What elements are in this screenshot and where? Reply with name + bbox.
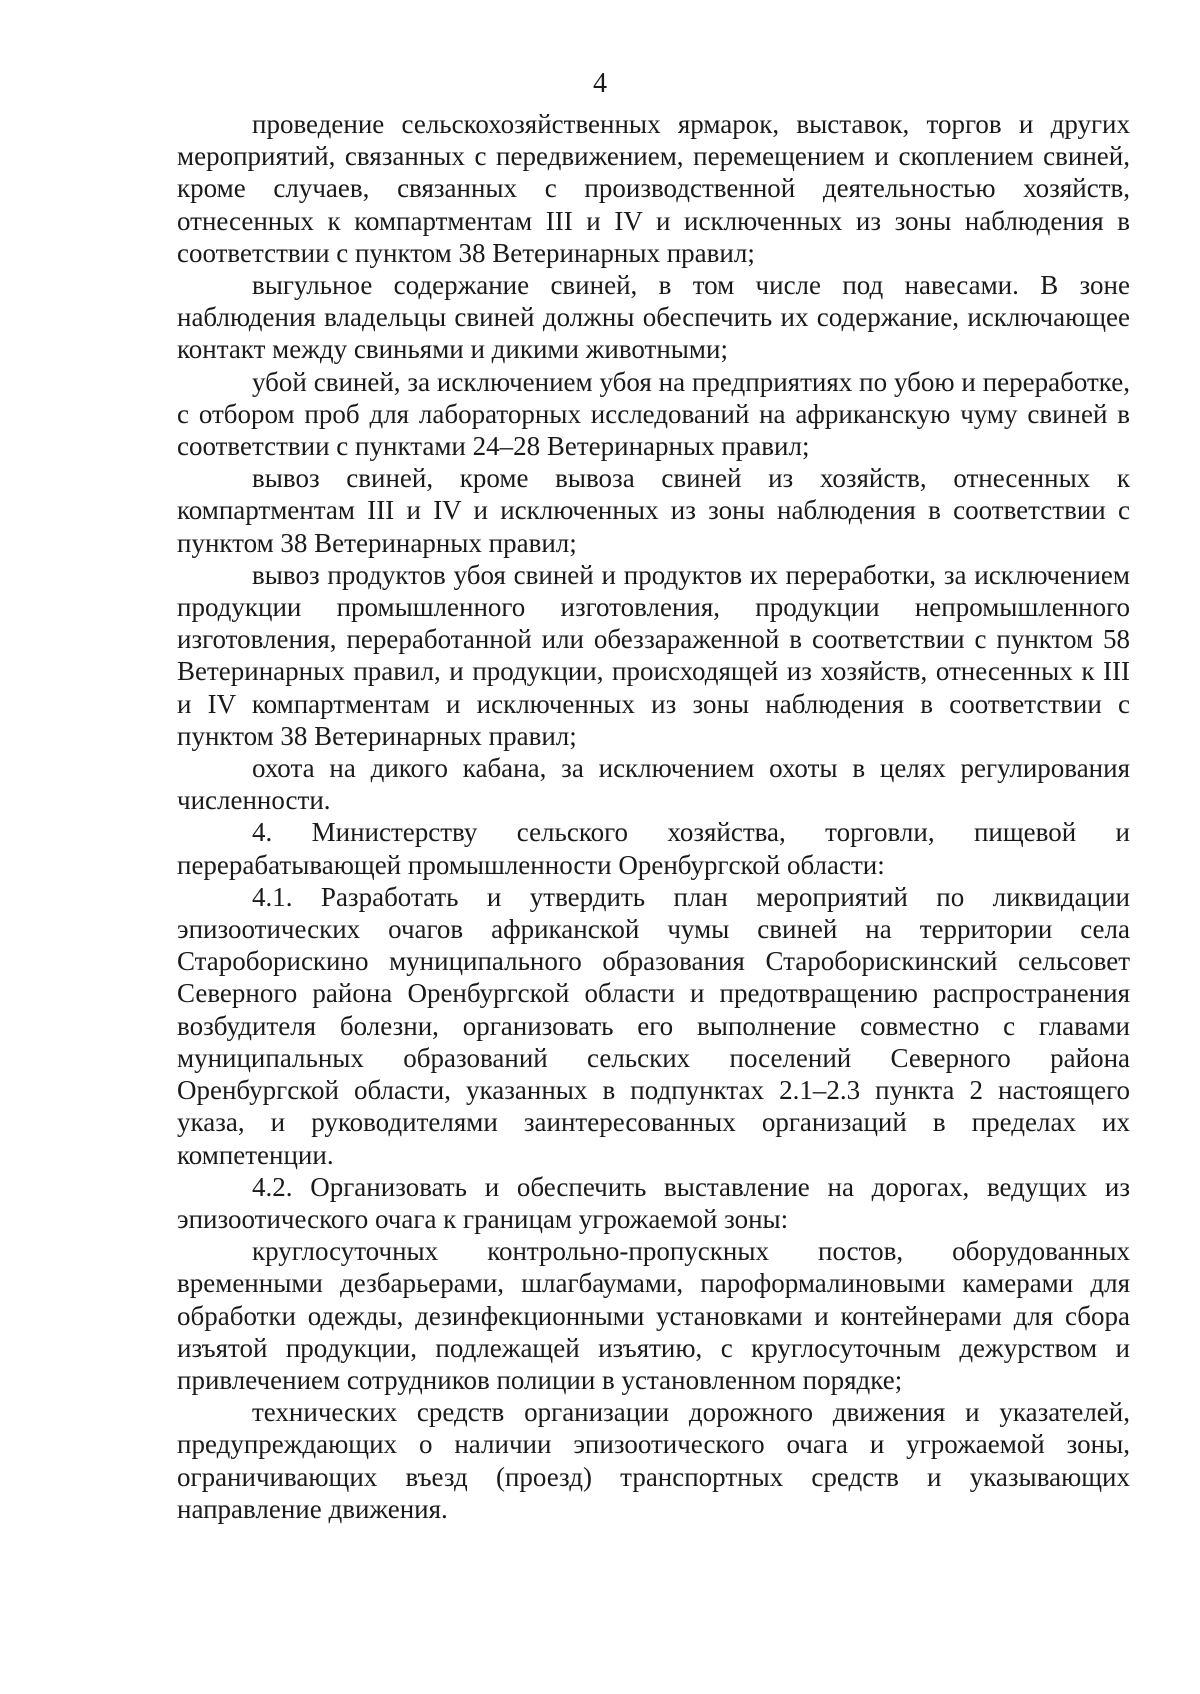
page-number: 4	[593, 68, 607, 99]
paragraph-section-4-2: 4.2. Организовать и обеспечить выставление на дорогах, ведущих из эпизоотического очага к границам угрожаемой зоны:	[177, 1171, 1130, 1234]
paragraph-boar-hunting-ban: охота на дикого кабана, за исключением охоты в целях регулирования численности.	[177, 753, 1130, 816]
paragraph-fairs-ban: проведение сельскохозяйственных ярмарок, выставок, торгов и других мероприятий, связанных с передвижением, перемещением и скоплением свиней, кроме случаев, связанных с производственной деятельностью хозяйств, отнесенных к компартментам III и IV и исключенных из зоны наблюдения в соответствии с пунктом 38 Ветеринарных правил;	[177, 109, 1130, 268]
paragraph-pig-export-ban: вывоз свиней, кроме вывоза свиней из хозяйств, отнесенных к компартментам III и IV и исключенных из зоны наблюдения в соответствии с пунктом 38 Ветеринарных правил;	[177, 463, 1130, 558]
paragraph-section-4: 4. Министерству сельского хозяйства, торговли, пищевой и перерабатывающей промышленности Оренбургской области:	[177, 817, 1130, 880]
paragraph-checkpoints: круглосуточных контрольно-пропускных постов, оборудованных временными дезбарьерами, шлагбаумами, пароформалиновыми камерами для обработки одежды, дезинфекционными установками и контейнерами для сбора изъятой продукции, подлежащей изъятию, с круглосуточным дежурством и привлечением сотрудников полиции в установленном порядке;	[177, 1236, 1130, 1395]
paragraph-products-export-ban: вывоз продуктов убоя свиней и продуктов их переработки, за исключением продукции промышленного изготовления, продукции непромышленного изготовления, переработанной или обеззараженной в соответствии с пунктом 58 Ветеринарных правил, и продукции, происходящей из хозяйств, отнесенных к III и IV компартментам и исключенных из зоны наблюдения в соответствии с пунктом 38 Ветеринарных правил;	[177, 559, 1130, 751]
paragraph-free-range-ban: выгульное содержание свиней, в том числе под навесами. В зоне наблюдения владельцы свиней должны обеспечить их содержание, исключающее контакт между свиньями и дикими животными;	[177, 270, 1130, 365]
paragraph-traffic-signs: технических средств организации дорожного движения и указателей, предупреждающих о наличии эпизоотического очага и угрожаемой зоны, ограничивающих въезд (проезд) транспортных средств и указывающих направление движения.	[177, 1397, 1130, 1524]
paragraph-section-4-1: 4.1. Разработать и утвердить план мероприятий по ликвидации эпизоотических очагов африканской чумы свиней на территории села Староборискино муниципального образования Староборискинский сельсовет Северного района Оренбургской области и предотвращению распространения возбудителя болезни, организовать его выполнение совместно с главами муниципальных образований сельских поселений Северного района Оренбургской области, указанных в подпунктах 2.1–2.3 пункта 2 настоящего указа, и руководителями заинтересованных организаций в пределах их компетенции.	[177, 881, 1130, 1170]
document-body	[177, 108, 1130, 1525]
paragraph-slaughter-ban: убой свиней, за исключением убоя на предприятиях по убою и переработке, с отбором проб для лабораторных исследований на африканскую чуму свиней в соответствии с пунктами 24–28 Ветеринарных правил;	[177, 366, 1130, 462]
